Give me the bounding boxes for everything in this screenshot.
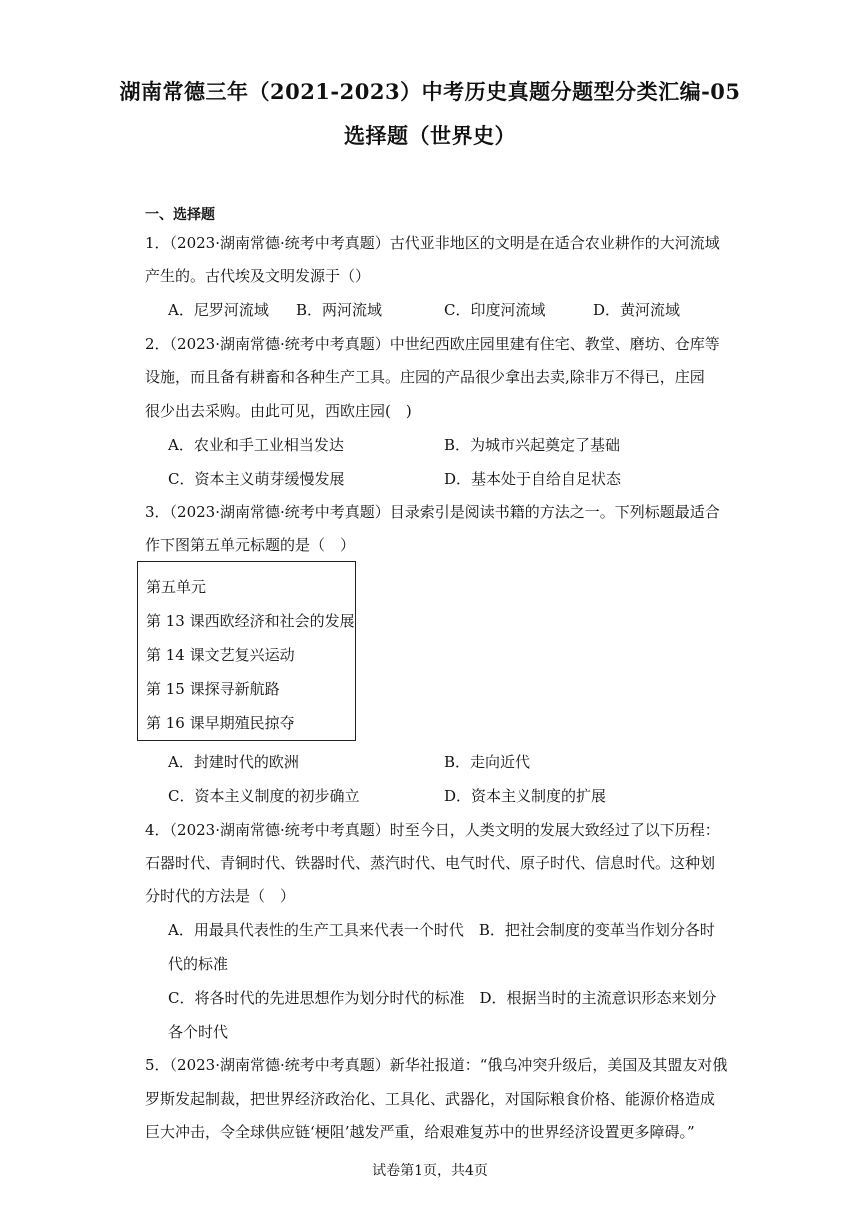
q2-text-line2: 设施，而且备有耕畜和各种生产工具。庄园的产品很少拿出去卖,除非万不得已，庄园 (145, 368, 705, 386)
q3-option-c: C．资本主义制度的初步确立 (168, 787, 360, 805)
toc-unit-title: 第五单元 (146, 578, 207, 596)
q4-text-line1: 4．（2023·湖南常德·统考中考真题）时至今日，人类文明的发展大致经过了以下历程： (145, 821, 720, 839)
q1-text-line2: 产生的。古代埃及文明发源于（） (145, 267, 371, 285)
page-footer: 试卷第1页，共4页 (372, 1163, 488, 1179)
toc-lesson-13: 第 13 课西欧经济和社会的发展 (146, 612, 355, 630)
toc-lesson-15: 第 15 课探寻新航路 (146, 680, 280, 698)
doc-title-line1: 湖南常德三年（2021-2023）中考历史真题分题型分类汇编-05 (119, 79, 741, 104)
toc-lesson-14: 第 14 课文艺复兴运动 (146, 646, 295, 664)
q2-option-a: A．农业和手工业相当发达 (168, 436, 344, 454)
q4-text-line2: 石器时代、青铜时代、铁器时代、蒸汽时代、电气时代、原子时代、信息时代。这种划 (145, 854, 716, 872)
q3-option-b: B．走向近代 (444, 753, 531, 771)
q2-option-d: D．基本处于自给自足状态 (444, 470, 622, 488)
section-heading: 一、选择题 (145, 207, 215, 223)
q3-option-a: A．封建时代的欧洲 (168, 753, 299, 771)
q2-option-b: B．为城市兴起奠定了基础 (444, 436, 621, 454)
q2-option-c: C．资本主义萌芽缓慢发展 (168, 470, 345, 488)
q1-text-line1: 1．（2023·湖南常德·统考中考真题）古代亚非地区的文明是在适合农业耕作的大河流域 (145, 234, 720, 252)
q3-text-line1: 3．（2023·湖南常德·统考中考真题）目录索引是阅读书籍的方法之一。下列标题最适合 (145, 503, 720, 521)
q1-option-d: D．黄河流域 (593, 301, 681, 319)
q4-options-cd-line1: C．将各时代的先进思想作为划分时代的标准 D．根据当时的主流意识形态来划分 (168, 989, 717, 1007)
q4-options-cd-line2: 各个时代 (168, 1023, 229, 1041)
q2-text-line1: 2．（2023·湖南常德·统考中考真题）中世纪西欧庄园里建有住宅、教堂、磨坊、仓库等 (145, 335, 720, 353)
q1-option-c: C．印度河流域 (444, 301, 546, 319)
q4-options-ab-line2: 代的标准 (168, 955, 229, 973)
q4-options-ab-line1: A．用最具代表性的生产工具来代表一个时代 B．把社会制度的变革当作划分各时 (168, 921, 715, 939)
q3-text-line2: 作下图第五单元标题的是（ ） (145, 536, 356, 554)
toc-lesson-16: 第 16 课早期殖民掠夺 (146, 714, 295, 732)
q5-text-line1: 5．（2023·湖南常德·统考中考真题）新华社报道：“俄乌冲突升级后，美国及其盟友对俄 (145, 1056, 728, 1074)
table-of-contents-box (137, 561, 356, 741)
q3-option-d: D．资本主义制度的扩展 (444, 787, 607, 805)
q4-text-line3: 分时代的方法是（ ） (145, 887, 296, 905)
q2-text-line3: 很少出去采购。由此可见，西欧庄园( ) (145, 402, 412, 420)
q1-option-b: B．两河流域 (296, 301, 383, 319)
q1-option-a: A．尼罗河流域 (168, 301, 269, 319)
q5-text-line3: 巨大冲击，令全球供应链‘梗阻’越发严重，给艰难复苏中的世界经济设置更多障碍。” (145, 1123, 695, 1141)
q5-text-line2: 罗斯发起制裁，把世界经济政治化、工具化、武器化，对国际粮食价格、能源价格造成 (145, 1090, 716, 1108)
doc-title-line2: 选择题（世界史） (344, 123, 516, 148)
